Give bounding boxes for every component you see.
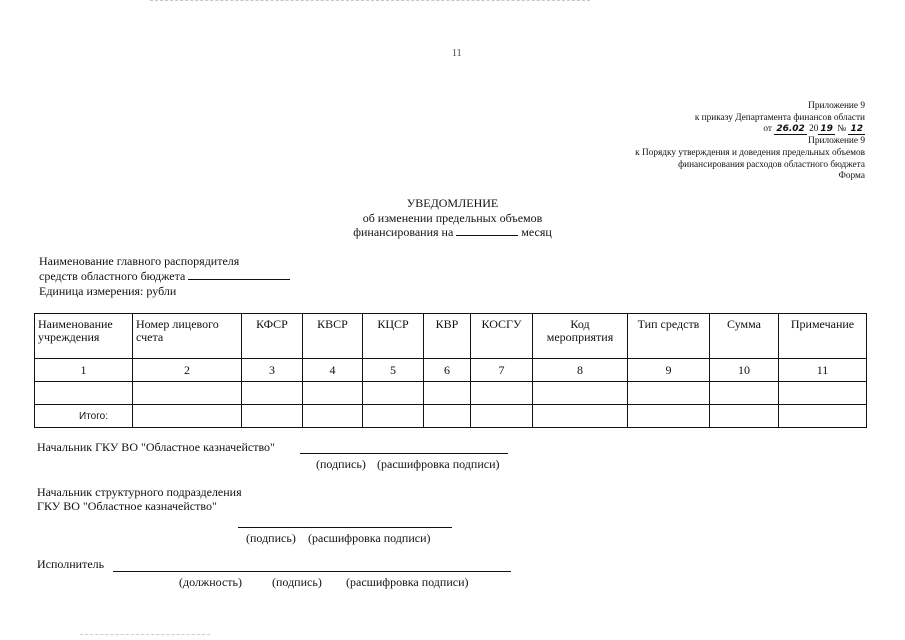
table-cell[interactable] bbox=[242, 382, 303, 405]
table-cell[interactable] bbox=[242, 405, 303, 428]
column-number-row bbox=[35, 359, 867, 382]
appendix-procedure-line: финансирования расходов областного бюджета bbox=[678, 159, 865, 170]
total-row bbox=[35, 405, 867, 428]
date-year-prefix: 20 bbox=[809, 124, 819, 135]
column-number: 6 bbox=[424, 359, 471, 382]
signature-caption: (подпись) bbox=[246, 531, 296, 545]
handwritten-number: 12 bbox=[850, 124, 863, 135]
table-header-row bbox=[35, 314, 867, 359]
signature-decode-caption: (расшифровка подписи) bbox=[377, 457, 500, 471]
table-cell[interactable] bbox=[471, 405, 533, 428]
treasury-head-label: Начальник ГКУ ВО "Областное казначейство" bbox=[37, 440, 275, 454]
budget-funds-line bbox=[39, 269, 290, 284]
scan-artifact bbox=[80, 634, 210, 635]
column-header: Код мероприятия bbox=[533, 314, 628, 359]
unit-head-label-line2: ГКУ ВО "Областное казначейство" bbox=[37, 499, 217, 513]
column-number: 11 bbox=[779, 359, 867, 382]
column-header: КЦСР bbox=[363, 314, 424, 359]
budget-funds-label: средств областного бюджета bbox=[39, 269, 186, 283]
unit-head-label: Начальник структурного подразделения bbox=[37, 485, 242, 499]
column-header: Сумма bbox=[710, 314, 779, 359]
table-cell[interactable] bbox=[303, 405, 363, 428]
date-prefix: от bbox=[763, 124, 772, 135]
title-period-suffix: месяц bbox=[521, 225, 552, 239]
handwritten-date: 26.02 bbox=[776, 124, 805, 135]
column-number: 1 bbox=[35, 359, 133, 382]
title-period-line bbox=[0, 225, 905, 240]
handwritten-year: 19 bbox=[820, 124, 833, 135]
month-blank-field[interactable] bbox=[456, 235, 518, 236]
column-header: КОСГУ bbox=[471, 314, 533, 359]
table-cell[interactable] bbox=[533, 382, 628, 405]
treasury-head-signature-line[interactable] bbox=[300, 453, 508, 454]
table-cell[interactable] bbox=[471, 382, 533, 405]
main-distributor-label: Наименование главного распорядителя bbox=[39, 254, 240, 268]
appendix-line: Приложение 9 bbox=[808, 101, 865, 111]
appendix-date-line bbox=[635, 124, 865, 136]
page-number: 11 bbox=[452, 48, 462, 59]
unit-head-signature-line[interactable] bbox=[238, 527, 452, 528]
limits-table bbox=[34, 313, 867, 428]
executor-label: Исполнитель bbox=[37, 557, 105, 571]
total-label: Итого: bbox=[35, 405, 133, 428]
signature-decode-caption: (расшифровка подписи) bbox=[308, 531, 431, 545]
appendix-line: Приложение 9 bbox=[808, 136, 865, 147]
document-title bbox=[0, 196, 905, 240]
table-cell[interactable] bbox=[303, 382, 363, 405]
column-number: 5 bbox=[363, 359, 424, 382]
executor-signature-line[interactable] bbox=[113, 571, 511, 572]
unit-of-measure: Единица измерения: рубли bbox=[39, 284, 177, 298]
column-header: КВР bbox=[424, 314, 471, 359]
appendix-order-line: к приказу Департамента финансов области bbox=[694, 112, 865, 123]
position-caption: (должность) bbox=[179, 575, 242, 589]
title-subheading: об изменении предельных объемов bbox=[362, 210, 543, 225]
distributor-blank-field[interactable] bbox=[188, 279, 290, 280]
table-row bbox=[35, 382, 867, 405]
column-header: Примечание bbox=[779, 314, 867, 359]
column-number: 3 bbox=[242, 359, 303, 382]
column-header: КФСР bbox=[242, 314, 303, 359]
column-header: КВСР bbox=[303, 314, 363, 359]
signature-caption: (подпись) bbox=[272, 575, 322, 589]
table-cell[interactable] bbox=[363, 382, 424, 405]
table-cell[interactable] bbox=[363, 405, 424, 428]
column-number: 2 bbox=[133, 359, 242, 382]
table-cell[interactable] bbox=[710, 382, 779, 405]
table-cell[interactable] bbox=[133, 405, 242, 428]
table-cell[interactable] bbox=[424, 405, 471, 428]
table-cell[interactable] bbox=[533, 405, 628, 428]
table-cell[interactable] bbox=[779, 382, 867, 405]
table-cell[interactable] bbox=[628, 382, 710, 405]
table-cell[interactable] bbox=[133, 382, 242, 405]
column-number: 10 bbox=[710, 359, 779, 382]
appendix-procedure-line: к Порядку утверждения и доведения предельных объемов bbox=[635, 147, 865, 158]
title-period-prefix: финансирования на bbox=[353, 225, 454, 239]
signature-caption: (подпись) bbox=[316, 457, 366, 471]
table-cell[interactable] bbox=[779, 405, 867, 428]
appendix-block bbox=[635, 101, 865, 183]
form-label: Форма bbox=[838, 171, 865, 182]
table-cell[interactable] bbox=[628, 405, 710, 428]
title-heading: УВЕДОМЛЕНИЕ bbox=[406, 196, 499, 210]
column-header: Наименование учреждения bbox=[35, 314, 133, 359]
column-number: 9 bbox=[628, 359, 710, 382]
column-number: 8 bbox=[533, 359, 628, 382]
table-cell[interactable] bbox=[35, 382, 133, 405]
form-meta bbox=[39, 254, 290, 299]
column-number: 4 bbox=[303, 359, 363, 382]
column-number: 7 bbox=[471, 359, 533, 382]
number-sign: № bbox=[837, 124, 847, 135]
signature-decode-caption: (расшифровка подписи) bbox=[346, 575, 469, 589]
table-cell[interactable] bbox=[424, 382, 471, 405]
total-amount-cell[interactable] bbox=[710, 405, 779, 428]
scan-artifact bbox=[150, 0, 590, 4]
column-header: Тип средств bbox=[628, 314, 710, 359]
column-header: Номер лицевого счета bbox=[133, 314, 242, 359]
